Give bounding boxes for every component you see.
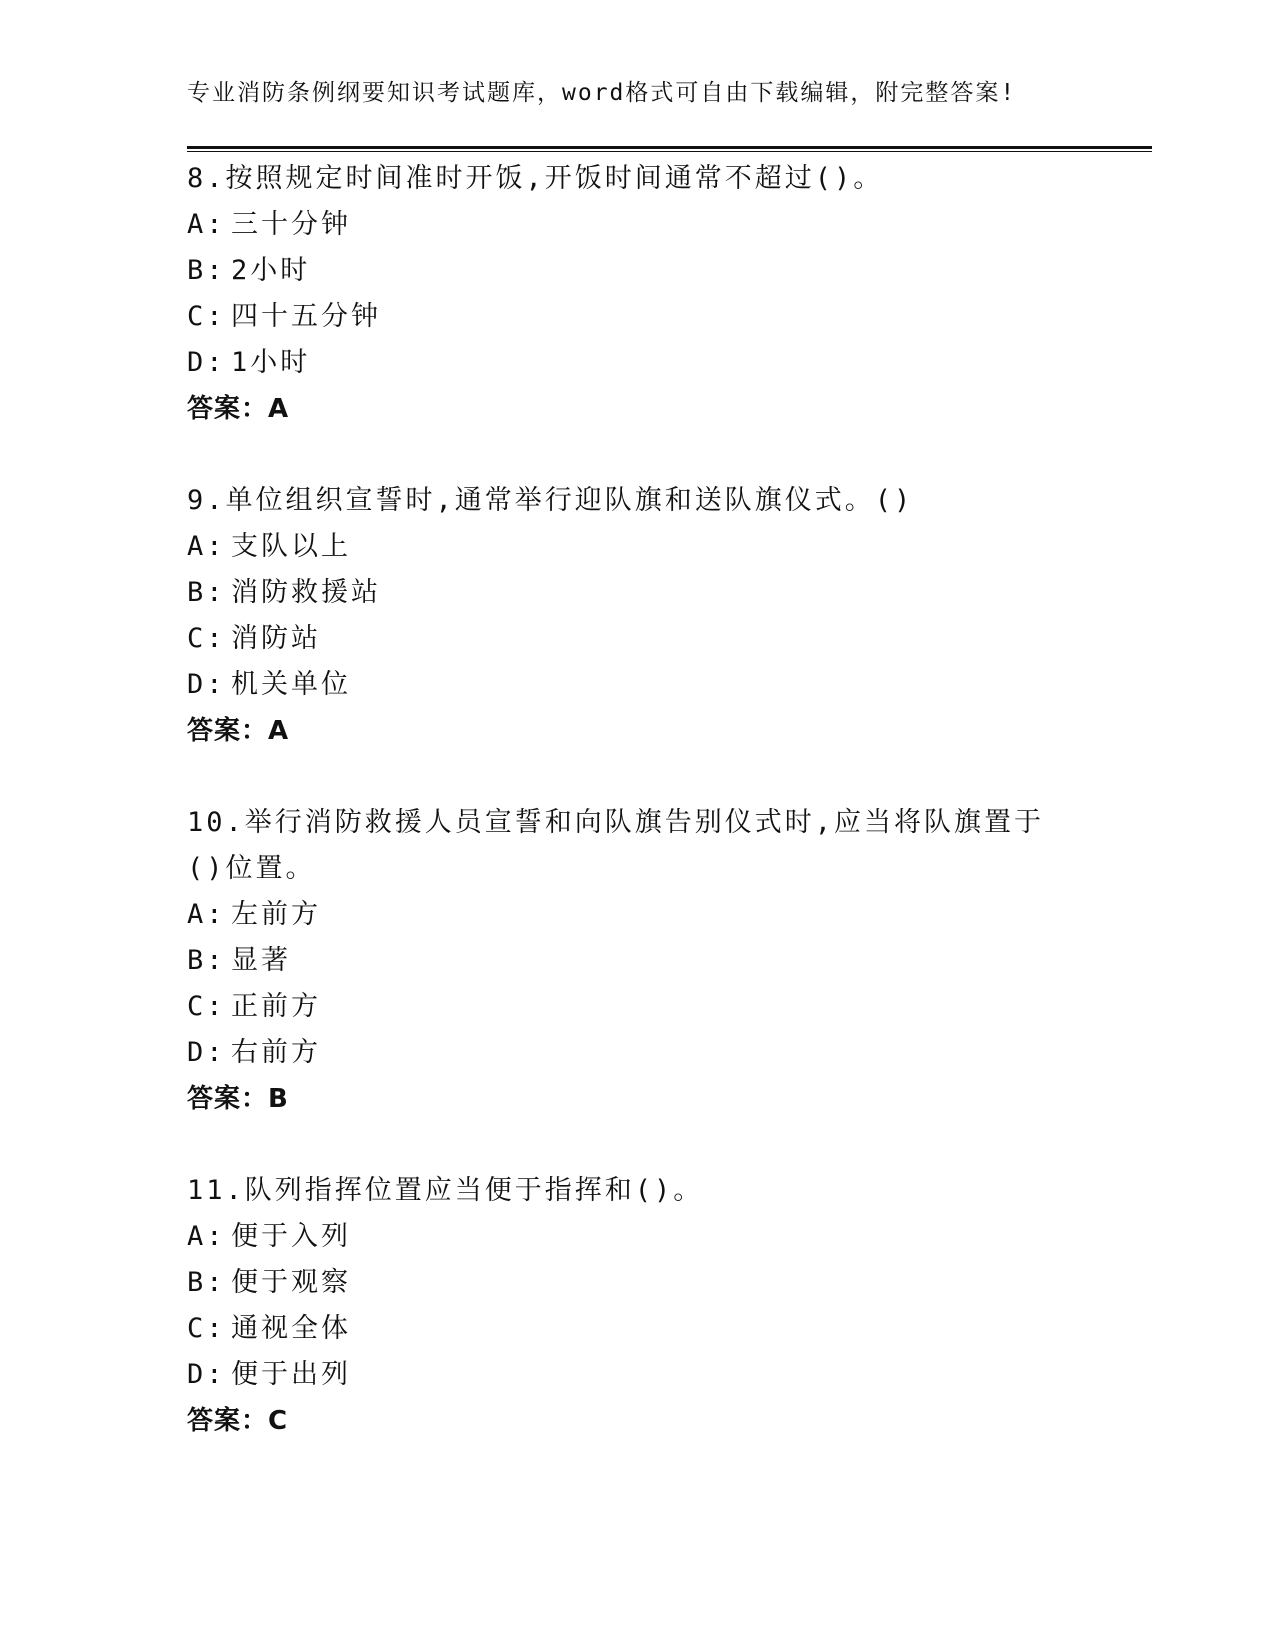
option-key: A: [187,531,226,562]
option-text: 便于出列 [231,1359,351,1390]
option-key: C: [187,1313,226,1344]
option-c [187,616,1067,662]
option-text: 2小时 [231,255,311,286]
option-d [187,662,1067,708]
option-text: 右前方 [231,1037,321,1068]
option-d [187,1352,1067,1398]
option-key: B: [187,577,226,608]
question-list [187,156,1067,1490]
option-text: 便于观察 [231,1267,351,1298]
question-text: 10.举行消防救援人员宣誓和向队旗告别仪式时,应当将队旗置于()位置。 [187,807,1045,884]
option-text: 显著 [231,945,291,976]
option-key: D: [187,669,226,700]
question-text: 9.单位组织宣誓时,通常举行迎队旗和送队旗仪式。() [187,485,914,516]
document-header: 专业消防条例纲要知识考试题库，word格式可自由下载编辑，附完整答案! [187,80,1017,106]
option-key: C: [187,991,226,1022]
header-divider-thick [187,146,1152,149]
option-key: C: [187,301,226,332]
option-a [187,202,1067,248]
question-text: 11.队列指挥位置应当便于指挥和()。 [187,1175,704,1206]
option-text: 三十分钟 [231,209,351,240]
answer-line: 答案：A [187,716,290,746]
option-d [187,1030,1067,1076]
option-key: D: [187,1037,226,1068]
option-c [187,1306,1067,1352]
option-text: 支队以上 [231,531,351,562]
answer-line: 答案：A [187,394,290,424]
header-divider-thin [187,151,1152,152]
option-text: 1小时 [231,347,311,378]
option-key: A: [187,209,226,240]
option-key: D: [187,347,226,378]
option-key: B: [187,945,226,976]
question-text: 8.按照规定时间准时开饭,开饭时间通常不超过()。 [187,163,884,194]
option-key: B: [187,1267,226,1298]
option-b [187,1260,1067,1306]
question-8 [187,156,1067,432]
option-key: C: [187,623,226,654]
option-a [187,1214,1067,1260]
question-9 [187,478,1067,754]
question-10 [187,800,1067,1122]
option-b [187,570,1067,616]
option-text: 正前方 [231,991,321,1022]
option-c [187,294,1067,340]
option-text: 便于入列 [231,1221,351,1252]
option-key: A: [187,1221,226,1252]
option-text: 机关单位 [231,669,351,700]
option-a [187,524,1067,570]
option-text: 消防站 [231,623,321,654]
option-a [187,892,1067,938]
option-key: D: [187,1359,226,1390]
option-c [187,984,1067,1030]
question-11 [187,1168,1067,1444]
option-b [187,938,1067,984]
option-text: 四十五分钟 [231,301,381,332]
answer-line: 答案：B [187,1084,289,1114]
option-text: 左前方 [231,899,321,930]
option-b [187,248,1067,294]
option-text: 消防救援站 [231,577,381,608]
answer-line: 答案：C [187,1406,289,1436]
option-key: A: [187,899,226,930]
option-text: 通视全体 [231,1313,351,1344]
option-key: B: [187,255,226,286]
option-d [187,340,1067,386]
